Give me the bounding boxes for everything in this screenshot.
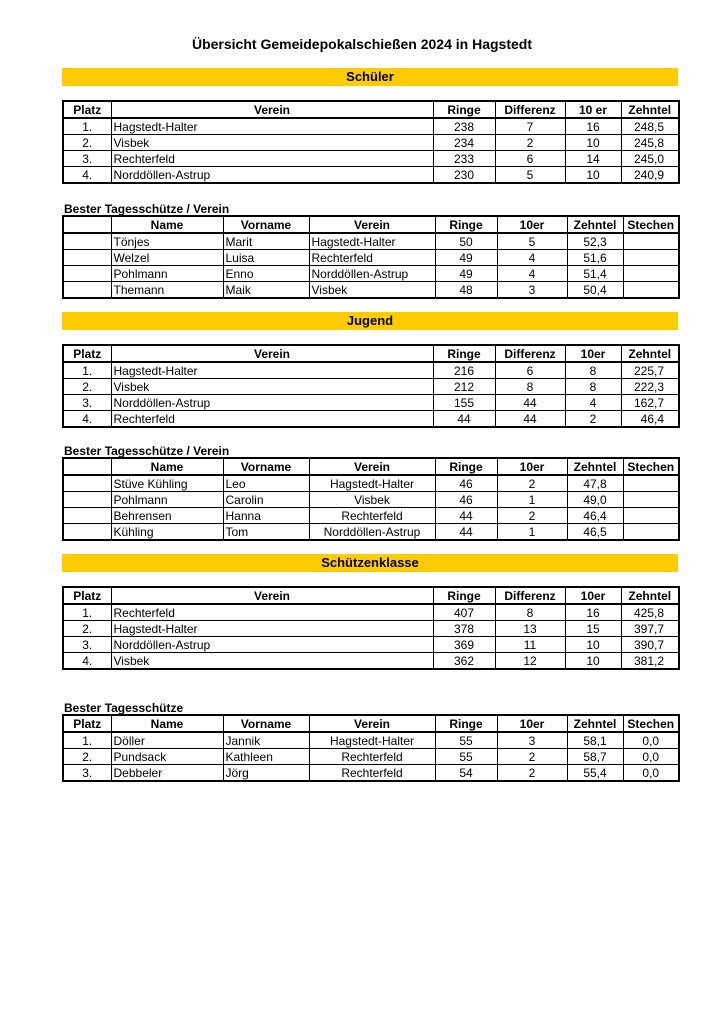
table-cell: 3. <box>63 637 111 653</box>
table-header-row <box>63 101 679 118</box>
table-row <box>63 118 679 135</box>
table-cell: 4. <box>63 167 111 184</box>
column-header: Stechen <box>623 458 679 475</box>
best-table-schuetzenklasse <box>62 714 680 782</box>
table-cell <box>63 282 111 299</box>
table-cell: 2. <box>63 749 111 765</box>
table-cell: 10 <box>565 167 621 184</box>
table-cell: 4. <box>63 653 111 670</box>
table-row <box>63 749 679 765</box>
table-cell: 46,4 <box>567 508 623 524</box>
table-cell: 3. <box>63 765 111 782</box>
table-cell: 44 <box>433 411 495 428</box>
table-row <box>63 475 679 492</box>
column-header: Verein <box>309 458 435 475</box>
table-cell <box>623 492 679 508</box>
table-cell <box>63 492 111 508</box>
table-cell: 245,8 <box>621 135 679 151</box>
column-header: Vorname <box>223 715 309 732</box>
table-cell: 7 <box>495 118 565 135</box>
table-cell: 407 <box>433 604 495 621</box>
table-cell: 230 <box>433 167 495 184</box>
column-header: Vorname <box>223 216 309 233</box>
table-cell: 12 <box>495 653 565 670</box>
table-cell: 397,7 <box>621 621 679 637</box>
table-cell: 51,6 <box>567 250 623 266</box>
column-header: Stechen <box>623 715 679 732</box>
table-row <box>63 653 679 670</box>
table-cell: 238 <box>433 118 495 135</box>
table-cell: 4. <box>63 411 111 428</box>
column-header: Zehntel <box>567 715 623 732</box>
column-header: 10 er <box>565 101 621 118</box>
table-cell: Rechterfeld <box>309 765 435 782</box>
table-cell: Carolin <box>223 492 309 508</box>
table-cell: Kühling <box>111 524 223 541</box>
table-cell: Hagstedt-Halter <box>309 233 435 250</box>
table-cell: 2. <box>63 135 111 151</box>
column-header: Ringe <box>435 216 497 233</box>
table-cell: Visbek <box>111 135 433 151</box>
column-header: Verein <box>111 101 433 118</box>
table-cell: 10 <box>565 637 621 653</box>
section-heading-schueler: Schüler <box>62 68 678 86</box>
column-header: Name <box>111 715 223 732</box>
table-cell <box>63 508 111 524</box>
table-cell: 48 <box>435 282 497 299</box>
column-header: Ringe <box>435 715 497 732</box>
table-cell: 2 <box>497 475 567 492</box>
column-header: Vorname <box>223 458 309 475</box>
table-cell: 2 <box>497 765 567 782</box>
table-cell: 46 <box>435 492 497 508</box>
column-header: Verein <box>111 587 433 604</box>
table-cell: 3. <box>63 395 111 411</box>
table-cell: Visbek <box>111 379 433 395</box>
table-header-row <box>63 345 679 362</box>
column-header: Name <box>111 458 223 475</box>
table-cell: 378 <box>433 621 495 637</box>
column-header: Name <box>111 216 223 233</box>
table-cell <box>623 524 679 541</box>
table-header-row <box>63 587 679 604</box>
table-row <box>63 637 679 653</box>
column-header: Stechen <box>623 216 679 233</box>
table-row <box>63 492 679 508</box>
table-cell <box>623 233 679 250</box>
table-cell: 54 <box>435 765 497 782</box>
table-cell <box>63 233 111 250</box>
table-cell: 0,0 <box>623 749 679 765</box>
table-cell: 50 <box>435 233 497 250</box>
best-table-jugend <box>62 457 680 541</box>
table-cell <box>623 508 679 524</box>
table-cell: 2 <box>495 135 565 151</box>
table-cell: Döller <box>111 732 223 749</box>
table-cell: Pohlmann <box>111 492 223 508</box>
table-cell: 245,0 <box>621 151 679 167</box>
table-cell: 2 <box>497 749 567 765</box>
teams-table-schuetzenklasse <box>62 586 680 670</box>
table-row <box>63 732 679 749</box>
table-cell: 1. <box>63 732 111 749</box>
table-cell: Pundsack <box>111 749 223 765</box>
table-cell: 49 <box>435 266 497 282</box>
table-cell: Norddöllen-Astrup <box>111 637 433 653</box>
table-cell: Norddöllen-Astrup <box>111 167 433 184</box>
table-cell: 15 <box>565 621 621 637</box>
table-cell: Rechterfeld <box>111 604 433 621</box>
column-header: Ringe <box>433 345 495 362</box>
table-cell: 13 <box>495 621 565 637</box>
table-cell: Rechterfeld <box>111 151 433 167</box>
table-cell: 1. <box>63 604 111 621</box>
table-cell: 3 <box>497 282 567 299</box>
table-cell: Marit <box>223 233 309 250</box>
column-header: Verein <box>309 715 435 732</box>
column-header: Verein <box>111 345 433 362</box>
table-cell: 4 <box>497 266 567 282</box>
table-cell: Norddöllen-Astrup <box>111 395 433 411</box>
table-cell: Rechterfeld <box>309 508 435 524</box>
column-header: 10er <box>497 458 567 475</box>
table-cell: Hagstedt-Halter <box>309 475 435 492</box>
table-cell: 216 <box>433 362 495 379</box>
table-cell: 46,4 <box>621 411 679 428</box>
table-cell: Welzel <box>111 250 223 266</box>
table-cell: Behrensen <box>111 508 223 524</box>
table-cell: Hagstedt-Halter <box>111 621 433 637</box>
table-cell: 3. <box>63 151 111 167</box>
table-cell: 240,9 <box>621 167 679 184</box>
table-cell: 52,3 <box>567 233 623 250</box>
best-caption-schuetzenklasse: Bester Tagesschütze <box>64 701 184 715</box>
table-cell: 5 <box>495 167 565 184</box>
table-cell: 49,0 <box>567 492 623 508</box>
table-row <box>63 411 679 428</box>
table-cell: Norddöllen-Astrup <box>309 524 435 541</box>
table-cell: Rechterfeld <box>309 749 435 765</box>
column-header: Zehntel <box>621 101 679 118</box>
table-cell: Visbek <box>309 282 435 299</box>
table-cell: 381,2 <box>621 653 679 670</box>
table-cell: Stüve Kühling <box>111 475 223 492</box>
table-cell <box>63 475 111 492</box>
table-cell: 233 <box>433 151 495 167</box>
table-cell: 10 <box>565 135 621 151</box>
table-row <box>63 151 679 167</box>
column-header <box>63 458 111 475</box>
table-cell: 5 <box>497 233 567 250</box>
table-row <box>63 379 679 395</box>
table-header-row <box>63 216 679 233</box>
table-cell: 212 <box>433 379 495 395</box>
table-cell: 6 <box>495 151 565 167</box>
section-heading-schuetzenklasse: Schützenklasse <box>62 554 678 572</box>
table-cell: 58,7 <box>567 749 623 765</box>
table-cell: 16 <box>565 604 621 621</box>
table-cell: 1. <box>63 362 111 379</box>
column-header: Zehntel <box>621 345 679 362</box>
column-header: Ringe <box>433 587 495 604</box>
table-cell <box>63 250 111 266</box>
table-cell: 0,0 <box>623 732 679 749</box>
table-row <box>63 765 679 782</box>
table-cell <box>623 282 679 299</box>
table-cell: 2. <box>63 621 111 637</box>
table-cell: 55 <box>435 749 497 765</box>
table-cell: Rechterfeld <box>309 250 435 266</box>
column-header: 10er <box>497 216 567 233</box>
table-cell: 2 <box>565 411 621 428</box>
table-cell: 234 <box>433 135 495 151</box>
best-table-schueler <box>62 215 680 299</box>
table-cell <box>63 524 111 541</box>
table-cell: 362 <box>433 653 495 670</box>
table-cell: 2. <box>63 379 111 395</box>
teams-table-schueler <box>62 100 680 184</box>
column-header: Zehntel <box>567 216 623 233</box>
table-cell: Kathleen <box>223 749 309 765</box>
table-row <box>63 250 679 266</box>
table-row <box>63 395 679 411</box>
table-row <box>63 266 679 282</box>
section-heading-jugend: Jugend <box>62 312 678 330</box>
table-cell: Jannik <box>223 732 309 749</box>
table-cell: Themann <box>111 282 223 299</box>
table-cell: 1. <box>63 118 111 135</box>
table-cell: 47,8 <box>567 475 623 492</box>
table-cell: 10 <box>565 653 621 670</box>
table-cell: 8 <box>495 604 565 621</box>
table-cell: Tom <box>223 524 309 541</box>
table-cell: Hagstedt-Halter <box>111 362 433 379</box>
table-cell: 8 <box>565 362 621 379</box>
table-cell: Enno <box>223 266 309 282</box>
column-header: Zehntel <box>621 587 679 604</box>
table-cell: 3 <box>497 732 567 749</box>
table-cell: 55 <box>435 732 497 749</box>
table-cell: Maik <box>223 282 309 299</box>
table-cell <box>623 266 679 282</box>
table-cell: 44 <box>495 411 565 428</box>
table-row <box>63 135 679 151</box>
column-header: Platz <box>63 101 111 118</box>
table-cell: Debbeler <box>111 765 223 782</box>
table-cell: 16 <box>565 118 621 135</box>
table-cell: 425,8 <box>621 604 679 621</box>
table-cell: Pohlmann <box>111 266 223 282</box>
table-cell: 222,3 <box>621 379 679 395</box>
table-row <box>63 362 679 379</box>
best-caption-jugend: Bester Tagesschütze / Verein <box>64 444 230 458</box>
table-cell: Hagstedt-Halter <box>309 732 435 749</box>
teams-table-jugend <box>62 344 680 428</box>
page-title: Übersicht Gemeidepokalschießen 2024 in Hagstedt <box>191 36 532 52</box>
best-caption-schueler: Bester Tagesschütze / Verein <box>64 202 230 216</box>
table-cell: Hanna <box>223 508 309 524</box>
table-cell: 225,7 <box>621 362 679 379</box>
table-cell: 58,1 <box>567 732 623 749</box>
table-header-row <box>63 458 679 475</box>
column-header: Platz <box>63 587 111 604</box>
table-cell: 4 <box>497 250 567 266</box>
column-header: 10er <box>497 715 567 732</box>
column-header: Differenz <box>495 587 565 604</box>
table-cell: 162,7 <box>621 395 679 411</box>
table-cell: 14 <box>565 151 621 167</box>
table-row <box>63 282 679 299</box>
column-header: Verein <box>309 216 435 233</box>
table-cell: 46,5 <box>567 524 623 541</box>
column-header: Zehntel <box>567 458 623 475</box>
column-header: Differenz <box>495 345 565 362</box>
table-header-row <box>63 715 679 732</box>
table-row <box>63 621 679 637</box>
table-row <box>63 508 679 524</box>
table-cell: 0,0 <box>623 765 679 782</box>
table-cell: 248,5 <box>621 118 679 135</box>
table-cell: 369 <box>433 637 495 653</box>
table-cell: 50,4 <box>567 282 623 299</box>
table-cell <box>63 266 111 282</box>
table-row <box>63 233 679 250</box>
table-cell: 11 <box>495 637 565 653</box>
table-cell: 1 <box>497 492 567 508</box>
table-cell: Visbek <box>111 653 433 670</box>
table-cell <box>623 475 679 492</box>
table-cell: 44 <box>435 524 497 541</box>
table-cell: 46 <box>435 475 497 492</box>
table-row <box>63 524 679 541</box>
table-cell: 8 <box>565 379 621 395</box>
table-cell: Rechterfeld <box>111 411 433 428</box>
table-cell: 1 <box>497 524 567 541</box>
table-cell: 8 <box>495 379 565 395</box>
table-cell: 2 <box>497 508 567 524</box>
table-cell: Leo <box>223 475 309 492</box>
table-cell <box>623 250 679 266</box>
column-header: Platz <box>63 715 111 732</box>
table-cell: 49 <box>435 250 497 266</box>
table-cell: 44 <box>435 508 497 524</box>
table-cell: 51,4 <box>567 266 623 282</box>
table-cell: Visbek <box>309 492 435 508</box>
column-header <box>63 216 111 233</box>
column-header: Differenz <box>495 101 565 118</box>
table-cell: 4 <box>565 395 621 411</box>
table-cell: 390,7 <box>621 637 679 653</box>
table-row <box>63 167 679 184</box>
table-row <box>63 604 679 621</box>
table-cell: Hagstedt-Halter <box>111 118 433 135</box>
column-header: Ringe <box>433 101 495 118</box>
table-cell: Norddöllen-Astrup <box>309 266 435 282</box>
table-cell: 44 <box>495 395 565 411</box>
column-header: Ringe <box>435 458 497 475</box>
column-header: 10er <box>565 345 621 362</box>
table-cell: 155 <box>433 395 495 411</box>
column-header: Platz <box>63 345 111 362</box>
table-cell: Jörg <box>223 765 309 782</box>
table-cell: Tönjes <box>111 233 223 250</box>
column-header: 10er <box>565 587 621 604</box>
table-cell: 55,4 <box>567 765 623 782</box>
table-cell: Luisa <box>223 250 309 266</box>
table-cell: 6 <box>495 362 565 379</box>
